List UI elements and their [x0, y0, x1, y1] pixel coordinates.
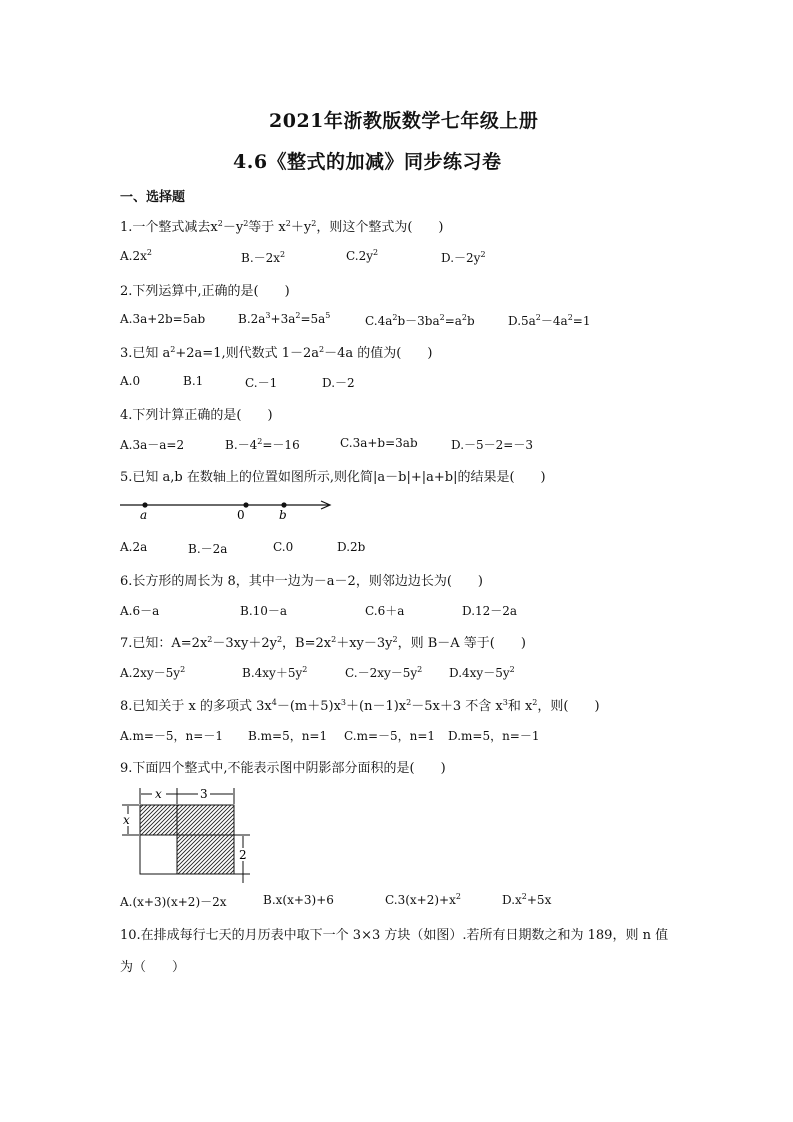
- section-heading: 一、选择题: [120, 190, 186, 205]
- question-1-option-c: $C.2y^2$: [346, 248, 379, 263]
- question-7-stem: 7.已知：$A=2x^2-3xy+2y^2$，$B=2x^2+xy-3y^2$，则 B－A 等于( ): [120, 635, 526, 651]
- question-9-option-c: $C.3(x+2)+x^2$: [385, 892, 461, 907]
- doc-subtitle: 4.6《整式的加减》同步练习卷: [233, 151, 502, 173]
- question-5-stem: 5.已知 a,b 在数轴上的位置如图所示,则化简|a－b|+|a+b|的结果是( ): [120, 470, 546, 485]
- right-2-label: 2: [239, 848, 247, 862]
- question-1-option-b: $B.-2x^2$: [241, 250, 286, 265]
- unshaded-rect-2x: [140, 835, 177, 874]
- label-zero: 0: [237, 508, 245, 522]
- question-8-option-b: B.m=5，n=1: [248, 729, 328, 743]
- top-3-label: 3: [200, 787, 208, 801]
- question-1-stem: 1.一个整式减去$x^2-y^2$等于 $x^2+y^2$，则这个整式为( ): [120, 219, 444, 235]
- question-9-option-d: $D.x^2+5x$: [502, 892, 552, 907]
- question-4-option-a: A.3a－a=2: [120, 438, 185, 452]
- question-7-option-a: $A.2xy-5y^2$: [120, 665, 186, 680]
- question-2-option-d: $D.5a^2-4a^2=1$: [508, 313, 591, 328]
- question-10-stem: 10.在排成每行七天的月历表中取下一个 3×3 方块（如图）.若所有日期数之和为 189，则 n 值: [120, 928, 669, 943]
- question-6-option-d: D.12－2a: [462, 604, 518, 618]
- question-3-stem: 3.已知 $a^2+2a=1$,则代数式 $1-2a^2-4a$ 的值为( ): [120, 345, 433, 361]
- question-6-option-b: B.10－a: [240, 604, 288, 618]
- point-b: [281, 502, 286, 507]
- area-diagram-figure: [118, 786, 258, 886]
- question-3-option-d: D.－2: [322, 376, 355, 390]
- question-3-option-a: A.0: [120, 374, 141, 388]
- question-7-option-b: $B.4xy+5y^2$: [242, 665, 308, 680]
- question-9-stem: 9.下面四个整式中,不能表示图中阴影部分面积的是( ): [120, 761, 446, 776]
- question-2-option-c: $C.4a^2b-3ba^2=a^2b$: [365, 313, 475, 328]
- question-9-option-b: B.x(x+3)+6: [263, 893, 334, 907]
- question-2-stem: 2.下列运算中,正确的是( ): [120, 284, 290, 299]
- question-7-option-d: $D.4xy-5y^2$: [449, 665, 515, 680]
- question-1-option-d: $D.-2y^2$: [441, 250, 486, 265]
- question-4-option-b: $B.-4^2=-16$: [225, 437, 300, 452]
- question-1-option-a: $A.2x^2$: [120, 248, 152, 263]
- question-5-option-a: A.2a: [120, 540, 148, 554]
- number-line-figure: [118, 494, 338, 522]
- point-zero: [243, 502, 248, 507]
- shaded-rect-6: [177, 835, 234, 874]
- top-x-label: x: [155, 787, 162, 801]
- question-7-option-c: $C.-2xy-5y^2$: [345, 665, 423, 680]
- shaded-square-x: [140, 805, 177, 835]
- question-4-stem: 4.下列计算正确的是( ): [120, 408, 273, 423]
- question-5-option-b: B.－2a: [188, 542, 228, 556]
- question-8-option-a: A.m=－5，n=－1: [120, 729, 223, 743]
- question-8-option-c: C.m=－5，n=1: [344, 729, 436, 743]
- question-6-option-c: C.6＋a: [365, 604, 405, 618]
- point-a: [142, 502, 147, 507]
- doc-title: 2021年浙教版数学七年级上册: [269, 110, 539, 132]
- question-3-option-b: B.1: [183, 374, 204, 388]
- question-2-option-a: A.3a+2b=5ab: [120, 312, 206, 326]
- question-9-option-a: A.(x+3)(x+2)－2x: [120, 895, 227, 909]
- question-5-option-d: D.2b: [337, 540, 366, 554]
- question-6-option-a: A.6－a: [120, 604, 160, 618]
- left-x-label: x: [123, 813, 130, 827]
- question-8-option-d: D.m=5，n=－1: [448, 729, 540, 743]
- label-b: b: [279, 508, 287, 522]
- question-4-option-c: C.3a+b=3ab: [340, 436, 418, 450]
- question-6-stem: 6.长方形的周长为 8，其中一边为－a－2，则邻边边长为( ): [120, 574, 483, 589]
- question-8-stem: 8.已知关于 x 的多项式 $3x^4-(m+5)x^3+(n-1)x^2-5x+3$ 不含 $x^3$和 $x^2$，则( ): [120, 698, 600, 714]
- question-5-option-c: C.0: [273, 540, 294, 554]
- question-4-option-d: D.－5－2=－3: [451, 438, 533, 452]
- shaded-rect-3x: [177, 805, 234, 835]
- label-a: a: [140, 508, 148, 522]
- question-3-option-c: C.－1: [245, 376, 278, 390]
- question-10-stem-continued: 为（ ）: [120, 960, 186, 975]
- question-2-option-b: $B.2a^3+3a^2=5a^5$: [238, 311, 331, 326]
